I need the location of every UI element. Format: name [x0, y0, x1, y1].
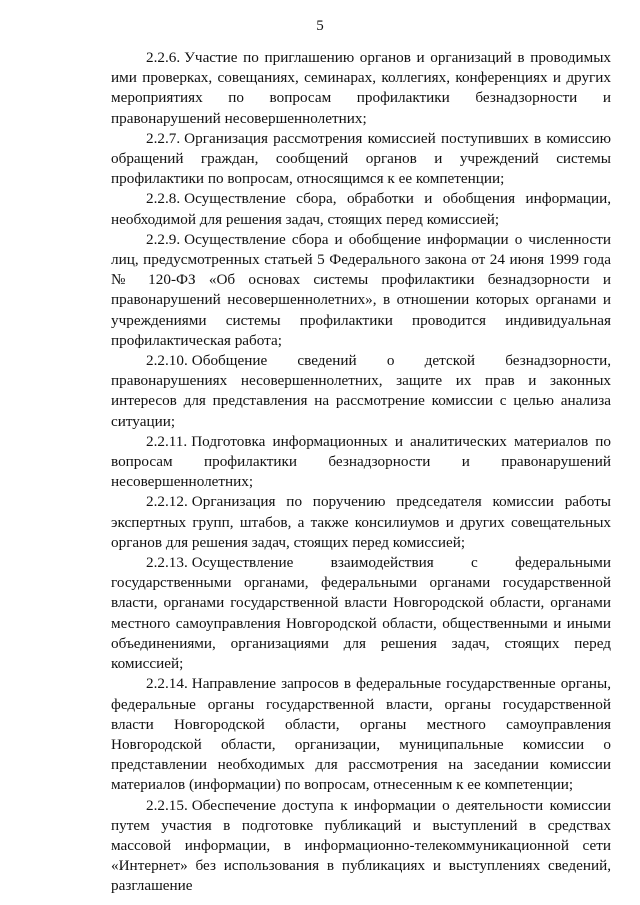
paragraph-2-2-9 — [111, 230, 611, 351]
paragraph-number: 2.2.9. — [146, 230, 181, 248]
paragraph-number: 2.2.10. — [146, 352, 188, 370]
paragraph-number: 2.2.15. — [146, 796, 188, 814]
paragraph-text: Участие по приглашению органов и организаций в проводимых ими проверках, совещаниях, семинарах, коллегиях, конференциях и других мероприятиях по вопросам профилактики безнадзорности и правонарушений несовершеннолетних; — [111, 49, 611, 127]
paragraph-number: 2.2.7. — [146, 129, 181, 147]
paragraph-2-2-10 — [111, 351, 611, 432]
paragraph-text: Осуществление взаимодействия с федеральными государственными органами, федеральными органами государственной власти, органами государственной власти Новгородской области, органами местного самоуправления Новгородской области, общественными и иными объединениями, организациями для решения задач, стоящих перед комиссией; — [111, 554, 611, 673]
paragraph-2-2-13 — [111, 553, 611, 674]
paragraph-2-2-14 — [111, 674, 611, 795]
document-body — [111, 48, 611, 897]
paragraph-text: Организация рассмотрения комиссией поступивших в комиссию обращений граждан, сообщений органов и учреждений системы профилактики по вопросам, относящимся к ее компетенции; — [111, 129, 611, 188]
paragraph-text: Обобщение сведений о детской безнадзорности, правонарушениях несовершеннолетних, защите их прав и законных интересов для представления на рассмотрение комиссии с целью анализа ситуации; — [111, 352, 611, 430]
paragraph-number: 2.2.8. — [146, 190, 181, 208]
paragraph-text: Организация по поручению председателя комиссии работы экспертных групп, штабов, а также консилиумов и других совещательных органов для решения задач, стоящих перед комиссией; — [111, 493, 611, 551]
page-number: 5 — [316, 18, 324, 34]
paragraph-number: 2.2.14. — [146, 675, 188, 693]
paragraph-text: Подготовка информационных и аналитических материалов по вопросам профилактики безнадзорности и правонарушений несовершеннолетних; — [111, 432, 611, 491]
paragraph-text: Направление запросов в федеральные государственные органы, федеральные органы государственной власти, органы государственной власти Новгородской области, органы местного самоуправления Новгородской области, организации, муниципальные комиссии о представлении необходимых для рассмотрения на заседании комиссии материалов (информации) по вопросам, отнесенным к ее компетенции; — [111, 675, 611, 794]
paragraph-text: Осуществление сбора и обобщение информации о численности лиц, предусмотренных статьей 5 Федерального закона от 24 июня 1999 года № 120-ФЗ «Об основах системы профилактики безнадзорности и правонарушений несовершеннолетних», в отношении которых органами и учреждениями системы профилактики проводится индивидуальная профилактическая работа; — [111, 230, 611, 349]
paragraph-2-2-12 — [111, 492, 611, 553]
paragraph-2-2-7 — [111, 129, 611, 190]
paragraph-text: Обеспечение доступа к информации о деятельности комиссии путем участия в подготовке публикаций и выступлений в средствах массовой информации, в информационно-телекоммуникационной сети «Интернет» без использования в публикациях и выступлениях сведений, разглашение — [111, 796, 611, 895]
paragraph-number: 2.2.6. — [146, 49, 181, 66]
paragraph-number: 2.2.13. — [146, 554, 188, 572]
paragraph-2-2-15 — [111, 796, 611, 897]
paragraph-2-2-6 — [111, 48, 611, 129]
paragraph-2-2-11 — [111, 432, 611, 493]
paragraph-text: Осуществление сбора, обработки и обобщения информации, необходимой для решения задач, стоящих перед комиссией; — [111, 190, 611, 228]
paragraph-number: 2.2.11. — [146, 432, 188, 450]
paragraph-number: 2.2.12. — [146, 493, 188, 511]
paragraph-2-2-8 — [111, 189, 611, 229]
